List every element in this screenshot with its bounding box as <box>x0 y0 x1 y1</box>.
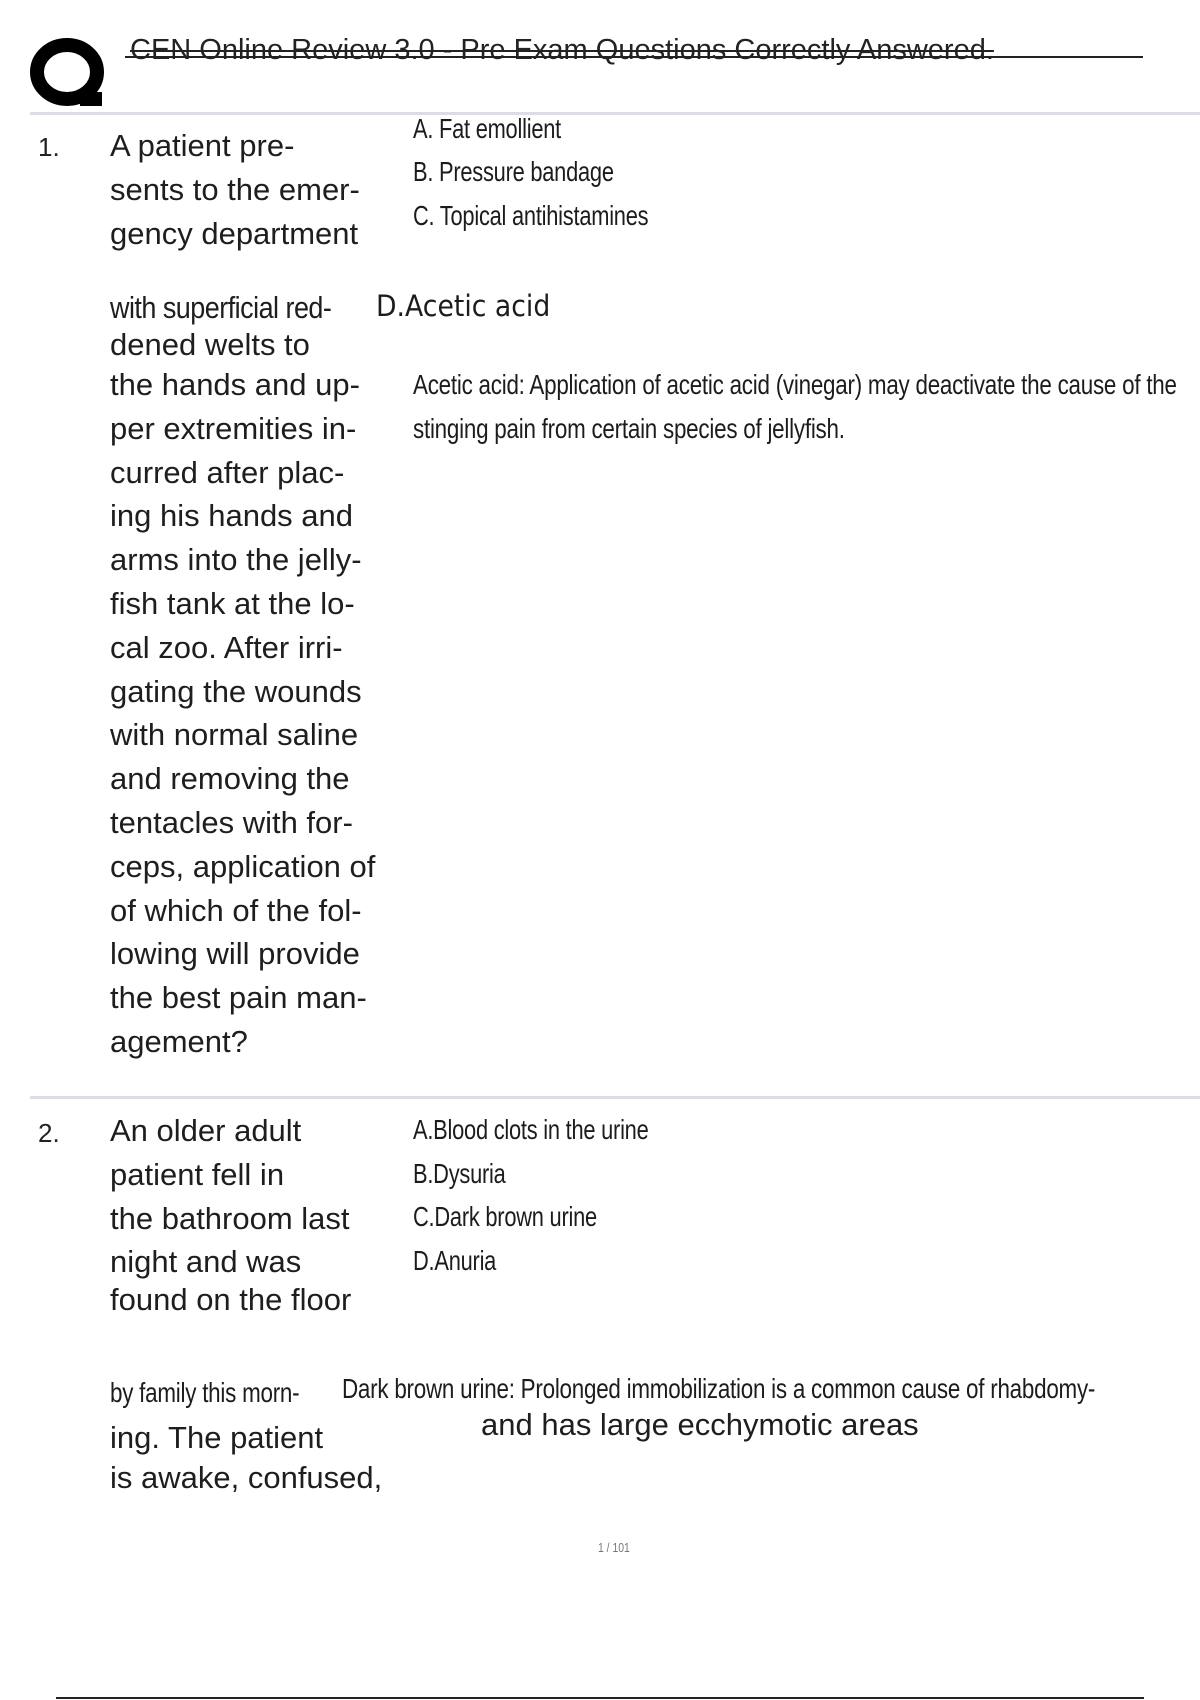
correct-answer-option: C.Dark brown urine <box>413 1201 597 1232</box>
stem-line: found on the floor <box>110 1282 352 1318</box>
stem-line: ing. The patient <box>110 1420 324 1455</box>
page-indicator: 1 / 101 <box>598 1540 630 1555</box>
header-separator <box>30 112 1200 115</box>
stem-line: with superficial red- <box>110 290 332 325</box>
page-bottom-rule <box>56 1697 1144 1699</box>
stem-line: the best pain man- <box>110 980 367 1016</box>
answer-option-c: C. Topical antihistamines <box>413 200 649 231</box>
stem-line: A patient pre- <box>110 128 295 163</box>
stem-line: by family this morn- <box>110 1377 300 1408</box>
question-stem <box>110 124 360 255</box>
stem-line: arms into the jelly- <box>110 542 362 578</box>
answer-explanation: Dark brown urine: Prolonged immobilization is a common cause of rhabdomy- <box>342 1373 1096 1404</box>
stem-line: curred after plac- <box>110 454 345 490</box>
stem-line: sents to the emer- <box>110 171 360 207</box>
stem-line: the hands and up- <box>110 367 360 402</box>
stem-line: is awake, confused, <box>110 1459 383 1495</box>
correct-answer-option: D.Acetic acid <box>376 289 551 323</box>
explanation-line: Acetic acid: Application of acetic acid (vinegar) may deactivate the cause of the <box>413 369 1177 400</box>
answer-option-b: B. Pressure bandage <box>413 156 614 187</box>
question-stem-continued <box>110 1416 382 1500</box>
stem-line: lowing will provide <box>110 936 360 972</box>
stem-line: and removing the <box>110 761 350 797</box>
stem-line: agement? <box>110 1023 248 1059</box>
stem-line: An older adult <box>110 1113 302 1148</box>
stem-line: of which of the fol- <box>110 892 362 928</box>
question-number: 1. <box>38 132 60 162</box>
document-title: CEN Online Review 3.0 - Pre Exam Questions Correctly Answered. <box>130 34 994 66</box>
question-stem-continued <box>110 323 375 1064</box>
overflow-stem-text: and has large ecchymotic areas <box>481 1407 919 1442</box>
answer-option-a: A. Fat emollient <box>413 113 561 144</box>
question-number: 2. <box>38 1118 60 1148</box>
stem-line: night and was <box>110 1244 302 1280</box>
answer-explanation <box>413 363 1177 451</box>
answer-option-b: B.Dysuria <box>413 1158 506 1189</box>
stem-line: tentacles with for- <box>110 804 353 840</box>
explanation-line: stinging pain from certain species of jellyfish. <box>413 413 845 444</box>
answer-option-d: D.Anuria <box>413 1245 497 1276</box>
stem-line: cal zoo. After irri- <box>110 629 343 665</box>
stem-line: gency department <box>110 215 359 251</box>
stem-line: per extremities in- <box>110 410 357 446</box>
stem-line: patient fell in <box>110 1156 285 1192</box>
stem-line: fish tank at the lo- <box>110 585 355 621</box>
stem-line: the bathroom last <box>110 1200 350 1236</box>
document-logo-icon <box>30 34 110 110</box>
stem-line: with normal saline <box>110 717 359 753</box>
question-stem <box>110 1109 351 1322</box>
stem-line: ceps, application of <box>110 848 376 884</box>
question-separator <box>30 1096 1200 1099</box>
stem-line: ing his hands and <box>110 498 354 534</box>
answer-option-a: A.Blood clots in the urine <box>413 1114 649 1145</box>
stem-line: gating the wounds <box>110 673 362 709</box>
stem-line: dened welts to <box>110 327 310 362</box>
